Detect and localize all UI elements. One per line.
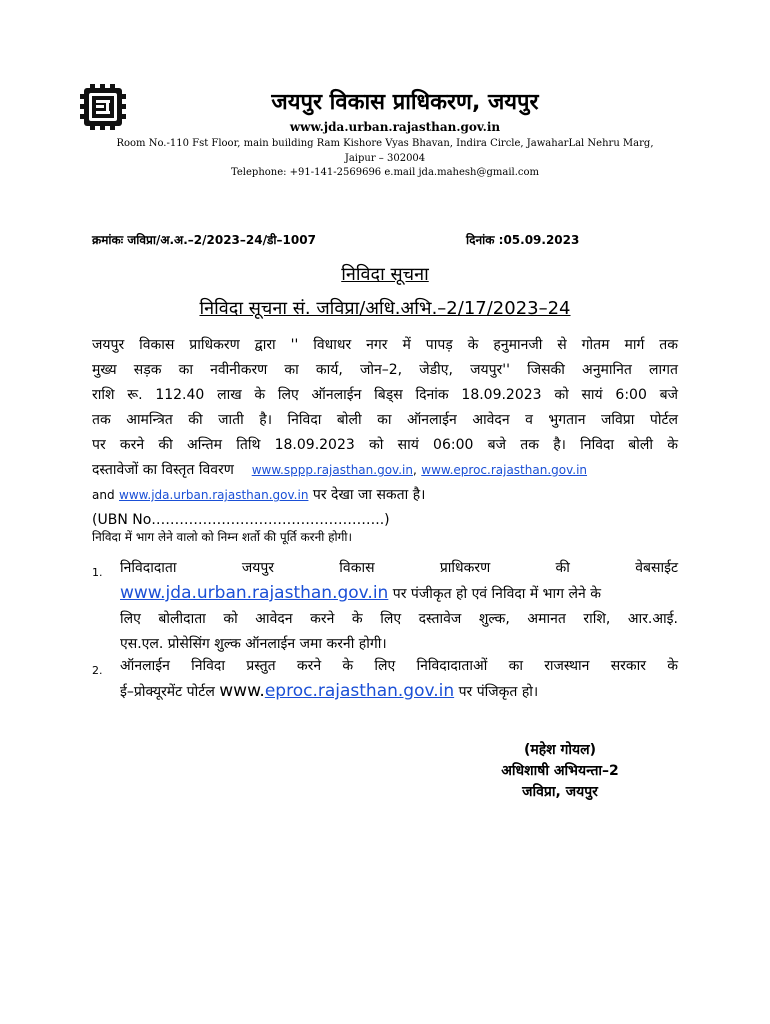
notice-number: निविदा सूचना सं. जविप्रा/अधि.अभि.–2/17/2023–24 — [199, 298, 571, 319]
condition-1-line-1: निविदादाता जयपुर विकास प्राधिकरण की वेबसाईट — [120, 560, 678, 576]
condition-2-line-2-suffix: पर पंजिकृत हो। — [458, 684, 539, 700]
link-separator: , — [412, 463, 417, 477]
condition-2-line-1: ऑनलाईन निविदा प्रस्तुत करने के लिए निविदादाताओं का राजस्थान सरकार के — [120, 658, 678, 674]
condition-1-link-jda[interactable]: www.jda.urban.rajasthan.gov.in — [120, 583, 389, 603]
condition-item-2 — [92, 654, 678, 705]
condition-2-line-2-prefix: ई–प्रोक्यूरमेंट पोर्टल — [120, 684, 215, 700]
signatory-name: (महेश गोयल) — [523, 742, 597, 758]
body-line-7-text: पर देखा जा सकता है। — [312, 487, 426, 503]
conditions-intro: निविदा में भाग लेने वालो को निम्न शर्तो की पूर्ति करनी होगी। — [92, 530, 353, 544]
body-line-7 — [92, 483, 678, 508]
condition-2-line-2 — [120, 679, 678, 705]
notice-title: निविदा सूचना — [341, 264, 429, 285]
organization-title: जयपुर विकास प्राधिकरण, जयपुर — [271, 90, 539, 115]
signatory-designation: अधिशाषी अभियन्ता–2 — [501, 763, 619, 779]
body-line-6 — [92, 458, 678, 483]
reference-date: दिनांक :05.09.2023 — [466, 233, 580, 247]
address-line-2: Jaipur – 302004 — [344, 153, 426, 164]
body-line-6-text: दस्तावेजों का विस्तृत विवरण — [92, 462, 234, 478]
link-sppp[interactable]: www.sppp.rajasthan.gov.in — [251, 463, 413, 477]
body-line-4: तक आमन्त्रित की जाती है। निविदा बोली का ऑनलाईन आवेदन व भुगतान जविप्रा पोर्टल — [92, 412, 678, 428]
condition-1-line-2 — [120, 581, 678, 607]
condition-2-link-prefix: www. — [219, 681, 265, 701]
body-line-3: राशि रू. 112.40 लाख के लिए ऑनलाईन बिड्स दिनांक 18.09.2023 को सायं 6:00 बजे — [92, 387, 678, 403]
condition-item-1 — [92, 556, 678, 657]
body-line-2: मुख्य सड़क का नवीनीकरण का कार्य, जोन–2, जेडीए, जयपुर'' जिसकी अनुमानित लागत — [92, 362, 678, 378]
condition-2-link-eproc[interactable]: eproc.rajasthan.gov.in — [264, 681, 455, 701]
condition-1-line-2-text: पर पंजीकृत हो एवं निविदा में भाग लेने के — [392, 586, 601, 602]
link-jda[interactable]: www.jda.urban.rajasthan.gov.in — [119, 488, 309, 502]
address-line-1: Room No.-110 Fst Floor, main building Ram Kishore Vyas Bhavan, Indira Circle, JawaharLal Nehru Marg, — [116, 138, 654, 149]
notice-body — [92, 333, 678, 533]
condition-number-2: 2. — [92, 664, 103, 677]
signature-block — [480, 740, 640, 803]
condition-1-line-3: लिए बोलीदाता को आवेदन करने के लिए दस्तावेज शुल्क, अमानत राशि, आर.आई. — [120, 611, 678, 627]
ubn-number: (UBN No…………………………………………..) — [92, 512, 390, 528]
letterhead-telephone: Telephone: +91-141-2569696 e.mail jda.mahesh@gmail.com — [230, 167, 540, 178]
letterhead-website: www.jda.urban.rajasthan.gov.in — [289, 120, 501, 134]
condition-number-1: 1. — [92, 566, 103, 579]
letterhead-address — [100, 136, 670, 166]
link-eproc[interactable]: www.eproc.rajasthan.gov.in — [421, 463, 588, 477]
reference-number: क्रमांकः जविप्रा/अ.अ.–2/2023–24/डी–1007 — [92, 233, 316, 247]
body-and: and — [92, 488, 115, 502]
signatory-office: जविप्रा, जयपुर — [522, 784, 598, 800]
body-line-5: पर करने की अन्तिम तिथि 18.09.2023 को सायं 06:00 बजे तक है। निविदा बोली के — [92, 437, 678, 453]
body-line-1: जयपुर विकास प्राधिकरण द्वारा '' विधाधर नगर में पापड़ के हनुमानजी से गोतम मार्ग तक — [92, 337, 678, 353]
condition-1-line-4: एस.एल. प्रोसेसिंग शुल्क ऑनलाईन जमा करनी होगी। — [120, 636, 387, 652]
